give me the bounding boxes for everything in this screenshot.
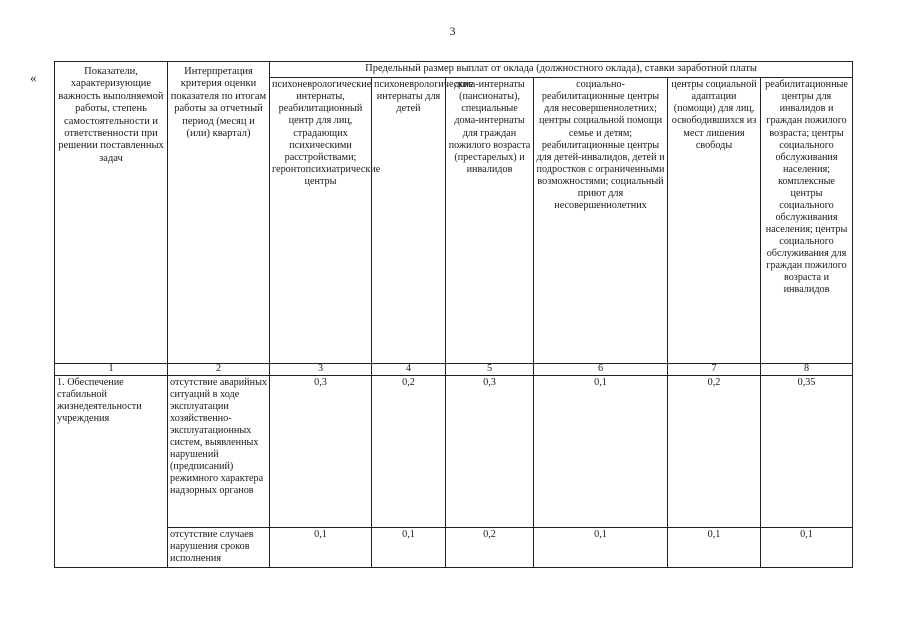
header-category-2: психоневрологические интернаты для детей	[372, 78, 446, 364]
header-interpretation: Интерпретация критерия оценки показателя по итогам работы за отчетный период (месяц и (или) квартал)	[168, 62, 270, 364]
column-number: 6	[534, 364, 668, 375]
value-cell: 0,1	[270, 527, 372, 567]
header-category-6: реабилитационные центры для инвалидов и граждан пожилого возраста; центры социального обслуживания населения; комплексные центры социального обслуживания населения; центры социального обслуживания для граждан пожилого возраста и инвалидов	[761, 78, 853, 364]
value-cell: 0,1	[761, 527, 853, 567]
indicator-cell: 1. Обеспечение стабильной жизнедеятельности учреждения	[55, 375, 168, 567]
column-number: 5	[446, 364, 534, 375]
header-category-4: социально-реабилитационные центры для несовершеннолетних; центры социальной помощи семье и детям; реабилитационные центры для детей-инвалидов, детей и подростков с ограниченными возможностями; социальный приют для несовершеннолетних	[534, 78, 668, 364]
header-category-3: дома-интернаты (пансионаты), специальные дома-интернаты для граждан пожилого возраста (престарелых) и инвалидов	[446, 78, 534, 364]
criterion-cell: отсутствие аварийных ситуаций в ходе эксплуатации хозяйственно-эксплуатационных систем, выявленных нарушений (предписаний) режимного характера надзорных органов	[168, 375, 270, 527]
value-cell: 0,1	[534, 375, 668, 527]
column-number: 4	[372, 364, 446, 375]
column-number: 7	[668, 364, 761, 375]
criterion-cell: отсутствие случаев нарушения сроков исполнения	[168, 527, 270, 567]
header-indicators: Показатели, характеризующие важность выполняемой работы, степень самостоятельности и ответственности при решении поставленных задач	[55, 62, 168, 364]
value-cell: 0,1	[534, 527, 668, 567]
value-cell: 0,3	[270, 375, 372, 527]
header-category-1: психоневрологические интернаты, реабилитационный центр для лиц, страдающих психическими расстройствами; геронтопсихиатрические центры	[270, 78, 372, 364]
value-cell: 0,3	[446, 375, 534, 527]
payment-criteria-table	[54, 61, 853, 568]
value-cell: 0,2	[668, 375, 761, 527]
column-number: 3	[270, 364, 372, 375]
value-cell: 0,2	[446, 527, 534, 567]
page-number: 3	[449, 24, 456, 38]
header-category-5: центры социальной адаптации (помощи) для лиц, освободившихся из мест лишения свободы	[668, 78, 761, 364]
value-cell: 0,1	[668, 527, 761, 567]
header-payment-limit: Предельный размер выплат от оклада (должностного оклада), ставки заработной платы	[270, 62, 853, 78]
table-row	[55, 375, 853, 527]
value-cell: 0,1	[372, 527, 446, 567]
value-cell: 0,35	[761, 375, 853, 527]
column-number: 1	[55, 364, 168, 375]
column-number: 2	[168, 364, 270, 375]
opening-quote-mark: «	[30, 70, 37, 85]
column-number: 8	[761, 364, 853, 375]
table-row	[55, 527, 853, 567]
value-cell: 0,2	[372, 375, 446, 527]
